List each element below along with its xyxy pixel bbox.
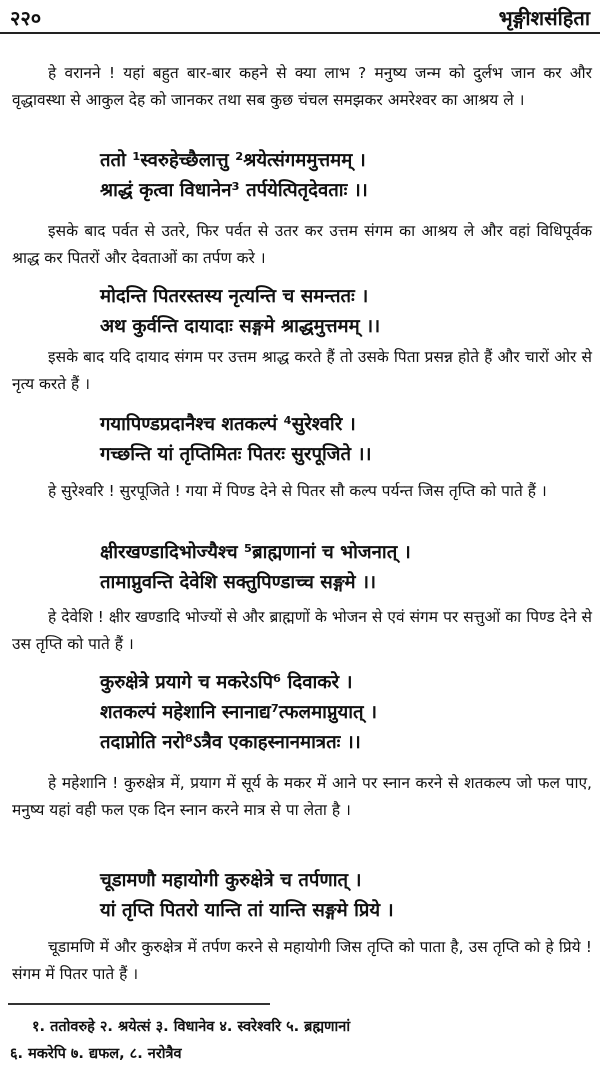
paragraph-7: चूडामणि में और कुरुक्षेत्र में तर्पण करने से महायोगी जिस तृप्ति को पाता है, उस तृप्ति को हे प्रिये ! संगम में पितर पाते हैं । [12,938,592,983]
verse-6 [100,866,590,926]
running-header [0,4,600,32]
paragraph-1: हे वरानने ! यहां बहुत बार-बार कहने से क्या लाभ ? मनुष्य जन्म को दुर्लभ जान कर और वृद्धावस्था से आकुल देह को जानकर तथा सब कुछ चंचल समझकर अमरेश्वर का आश्रय ले । [12,64,592,109]
verse-2 [100,282,590,342]
book-title: भृङ्गीशसंहिता [498,6,590,30]
paragraph-2: इसके बाद पर्वत से उतरे, फिर पर्वत से उतर कर उत्तम संगम का आश्रय ले और वहां विधिपूर्वक श्राद्ध कर पितरों और देवताओं का तर्पण करे । [12,222,592,267]
paragraph-5: हे देवेशि ! क्षीर खण्डादि भोज्यों से और ब्राह्मणों के भोजन से एवं संगम पर सत्तुओं का पिण्ड देने से उस तृप्ति को पाते हैं । [12,608,592,653]
verse-line: कुरुक्षेत्रे प्रयागे च मकरेऽपि⁶ दिवाकरे । [100,672,353,693]
footnotes [10,1014,595,1068]
footnote-line: १. ततोवरुहे २. श्रयेत्सं ३. विधानेव ४. स्वरेश्वरि ५. ब्रह्मणानां [32,1019,351,1035]
verse-1 [100,146,590,206]
verse-line: तामाप्नुवन्ति देवेशि सक्तुपिण्डाच्च सङ्गमे ।। [100,572,377,593]
verse-line: मोदन्ति पितरस्तस्य नृत्यन्ति च समन्ततः । [100,286,369,307]
paragraph-6: हे महेशानि ! कुरुक्षेत्र में, प्रयाग में सूर्य के मकर में आने पर स्नान करने से शतकल्प जो फल पाए, मनुष्य यहां वही फल एक दिन स्नान करने मात्र से पा लेता है । [12,774,592,819]
verse-line: गच्छन्ति यां तृप्तिमितः पितरः सुरपूजिते ।। [100,444,372,465]
verse-line: ततो ¹स्वरुहेच्छैलात्तु ²श्रयेत्संगममुत्तमम् । [100,150,366,171]
verse-line: क्षीरखण्डादिभोज्यैश्च ⁵ब्राह्मणानां च भोजनात् । [100,542,411,563]
page-number: २२० [10,6,42,30]
verse-5 [100,668,590,758]
footnote-rule [8,1003,270,1005]
verse-4 [100,538,590,598]
verse-line: अथ कुर्वन्ति दायादाः सङ्गमे श्राद्धमुत्तमम् ।। [100,316,381,337]
paragraph-3: इसके बाद यदि दायाद संगम पर उत्तम श्राद्ध करते हैं तो उसके पिता प्रसन्न होते हैं और चारों ओर से नृत्य करते हैं । [12,348,592,393]
verse-line: तदाप्नोति नरो⁸ऽत्रैव एकाहस्नानमात्रतः ।। [100,732,361,753]
footnote-line: ६. मकरेपि ७. द्यफल, ८. नरोत्रैव [10,1046,182,1062]
verse-3 [100,410,590,470]
header-rule [0,32,600,34]
verse-line: गयापिण्डप्रदानैश्च शतकल्पं ⁴सुरेश्वरि । [100,414,356,435]
verse-line: चूडामणौ महायोगी कुरुक्षेत्रे च तर्पणात् । [100,870,362,891]
verse-line: यां तृप्ति पितरो यान्ति तां यान्ति सङ्गमे प्रिये । [100,900,394,921]
verse-line: शतकल्पं महेशानि स्नानाद्य⁷त्फलमाप्नुयात् । [100,702,377,723]
verse-line: श्राद्धं कृत्वा विधानेन³ तर्पयेत्पितृदेवताः ।। [100,180,368,201]
paragraph-4: हे सुरेश्वरि ! सुरपूजिते ! गया में पिण्ड देने से पितर सौ कल्प पर्यन्त जिस तृप्ति को पाते हैं । [48,482,547,500]
